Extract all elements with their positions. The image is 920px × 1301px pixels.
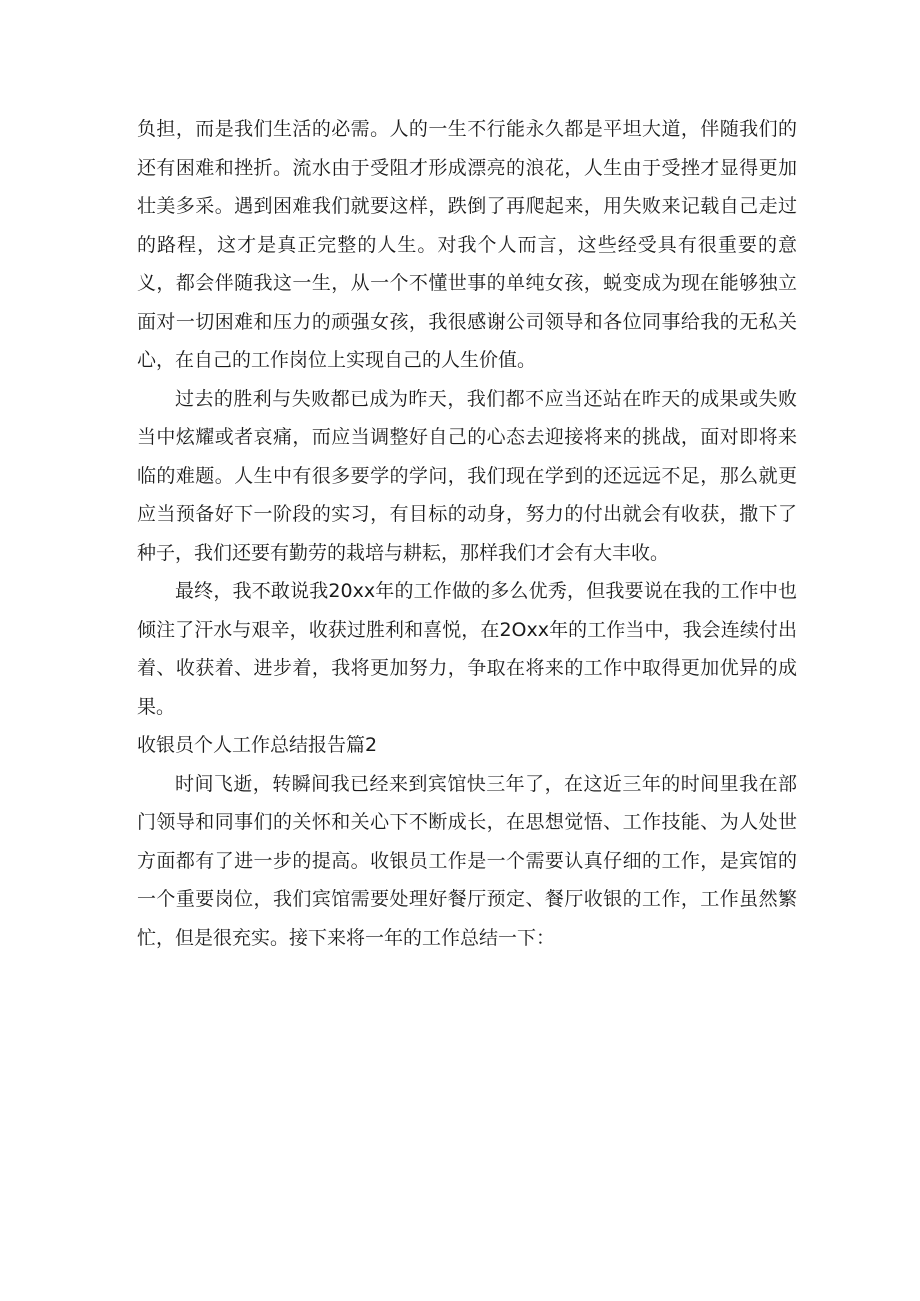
section-heading: 收银员个人工作总结报告篇2 [137,734,378,756]
paragraph: 最终，我不敢说我20xx年的工作做的多么优秀，但我要说在我的工作中也倾注了汗水与艰辛，收获过胜利和喜悦，在2Oxx年的工作当中，我会连续付出着、收获着、进步着，我将更加努力，争取在将来的工作中取得更加优异的成果。 [137,580,797,718]
document-body [137,110,797,957]
paragraph-continued: 负担，而是我们生活的必需。人的一生不行能永久都是平坦大道，伴随我们的还有困难和挫折。流水由于受阻才形成漂亮的浪花，人生由于受挫才显得更加壮美多采。遇到困难我们就要这样，跌倒了再爬起来，用失败来记载自己走过的路程，这才是真正完整的人生。对我个人而言，这些经受具有很重要的意义，都会伴随我这一生，从一个不懂世事的单纯女孩，蜕变成为现在能够独立面对一切困难和压力的顽强女孩，我很感谢公司领导和各位同事给我的无私关心，在自己的工作岗位上实现自己的人生价值。 [137,118,797,371]
paragraph: 过去的胜利与失败都已成为昨天，我们都不应当还站在昨天的成果或失败当中炫耀或者哀痛，而应当调整好自己的心态去迎接将来的挑战，面对即将来临的难题。人生中有很多要学的学问，我们现在学到的还远远不足，那么就更应当预备好下一阶段的实习，有目标的动身，努力的付出就会有收获，撒下了种子，我们还要有勤劳的栽培与耕耘，那样我们才会有大丰收。 [137,387,797,564]
paragraph: 时间飞逝，转瞬间我已经来到宾馆快三年了，在这近三年的时间里我在部门领导和同事们的关怀和关心下不断成长，在思想觉悟、工作技能、为人处世方面都有了进一步的提高。收银员工作是一个需要认真仔细的工作，是宾馆的一个重要岗位，我们宾馆需要处理好餐厅预定、餐厅收银的工作，工作虽然繁忙，但是很充实。接下来将一年的工作总结一下： [137,772,797,949]
